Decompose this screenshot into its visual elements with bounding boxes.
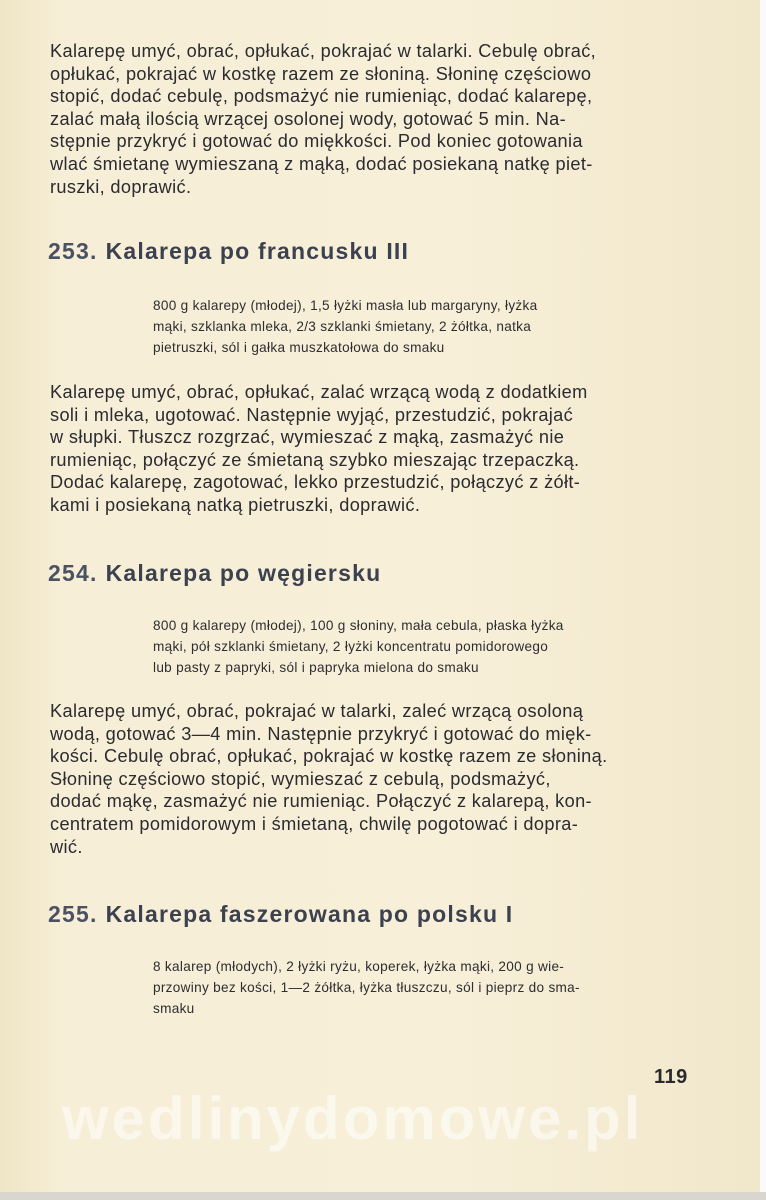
recipe-heading bbox=[48, 238, 409, 265]
text-line: w słupki. Tłuszcz rozgrzać, wymieszać z mąką, zasmażyć nie bbox=[50, 427, 565, 448]
watermark: wedlinydomowe.pl bbox=[62, 1085, 644, 1152]
ingredients-line: 800 g kalarepy (młodej), 100 g słoniny, mała cebula, płaska łyżka bbox=[153, 618, 564, 633]
recipe-number: 253. bbox=[48, 238, 98, 264]
ingredients-line: mąki, szklanka mleka, 2/3 szklanki śmietany, 2 żółtka, natka bbox=[153, 319, 532, 334]
text-line: centratem pomidorowym i śmietaną, chwilę pogotować i dopra- bbox=[50, 813, 579, 834]
recipe-title: Kalarepa po węgiersku bbox=[105, 560, 382, 586]
text-line: Słoninę częściowo stopić, wymieszać z cebulą, podsmażyć, bbox=[50, 768, 551, 789]
ingredients-line: smaku bbox=[153, 1001, 195, 1016]
method-paragraph bbox=[50, 381, 698, 517]
text-line: wodą, gotować 3—4 min. Następnie przykryć i gotować do mięk- bbox=[50, 723, 592, 744]
page-number: 119 bbox=[654, 1066, 688, 1088]
ingredients-line: lub pasty z papryki, sól i papryka mielona do smaku bbox=[153, 660, 479, 675]
recipe-heading bbox=[48, 560, 381, 587]
text-line: Kalarepę umyć, obrać, pokrajać w talarki, zaleć wrzącą osoloną bbox=[50, 701, 584, 721]
intro-paragraph bbox=[50, 40, 698, 198]
text-line: stępnie przykryć i gotować do miękkości. Pod koniec gotowania bbox=[50, 131, 583, 152]
ingredients-line: pietruszki, sól i gałka muszkatołowa do smaku bbox=[153, 340, 445, 355]
ingredients-line: mąki, pół szklanki śmietany, 2 łyżki koncentratu pomidorowego bbox=[153, 639, 549, 654]
page-edge-bottom bbox=[0, 1192, 766, 1200]
recipe-title: Kalarepa po francusku III bbox=[105, 238, 410, 264]
text-line: kości. Cebulę obrać, opłukać, pokrajać w kostkę razem ze słoniną. bbox=[50, 746, 608, 767]
text-line: kami i posiekaną natką pietruszki, doprawić. bbox=[50, 494, 421, 515]
text-line: dodać mąkę, zasmażyć nie rumieniąc. Połączyć z kalarepą, kon- bbox=[50, 791, 592, 812]
recipe-number: 255. bbox=[48, 901, 98, 927]
recipe-number: 254. bbox=[48, 560, 98, 586]
text-line: Kalarepę umyć, obrać, opłukać, zalać wrzącą wodą z dodatkiem bbox=[50, 382, 588, 402]
ingredients-line: przowiny bez kości, 1—2 żółtka, łyżka tłuszczu, sól i pieprz do sma- bbox=[153, 980, 580, 995]
text-line: ruszki, doprawić. bbox=[50, 176, 192, 197]
ingredients-list bbox=[153, 295, 701, 358]
text-line: Kalarepę umyć, obrać, opłukać, pokrajać w talarki. Cebulę obrać, bbox=[50, 41, 597, 61]
text-line: soli i mleka, ugotować. Następnie wyjąć, przestudzić, pokrajać bbox=[50, 404, 574, 425]
text-line: stopić, dodać cebulę, podsmażyć nie rumieniąc, dodać kalarepę, bbox=[50, 86, 593, 107]
page-edge-right bbox=[760, 0, 766, 1200]
text-line: opłukać, pokrajać w kostkę razem ze słoniną. Słoninę częściowo bbox=[50, 63, 592, 84]
ingredients-line: 8 kalarep (młodych), 2 łyżki ryżu, koperek, łyżka mąki, 200 g wie- bbox=[153, 959, 565, 974]
text-line: rumieniąc, połączyć ze śmietaną szybko mieszając trzepaczką. bbox=[50, 449, 580, 470]
recipe-title: Kalarepa faszerowana po polsku I bbox=[105, 901, 514, 927]
ingredients-list bbox=[153, 615, 701, 678]
recipe-heading bbox=[48, 901, 513, 928]
text-line: zalać małą ilością wrzącej osolonej wody, gotować 5 min. Na- bbox=[50, 108, 566, 129]
text-line: wić. bbox=[50, 836, 83, 857]
text-line: Dodać kalarepę, zagotować, lekko przestudzić, połączyć z żółt- bbox=[50, 472, 581, 493]
ingredients-list bbox=[153, 956, 701, 1019]
text-line: wlać śmietanę wymieszaną z mąką, dodać posiekaną natkę piet- bbox=[50, 153, 593, 174]
method-paragraph bbox=[50, 700, 698, 858]
ingredients-line: 800 g kalarepy (młodej), 1,5 łyżki masła lub margaryny, łyżka bbox=[153, 298, 538, 313]
